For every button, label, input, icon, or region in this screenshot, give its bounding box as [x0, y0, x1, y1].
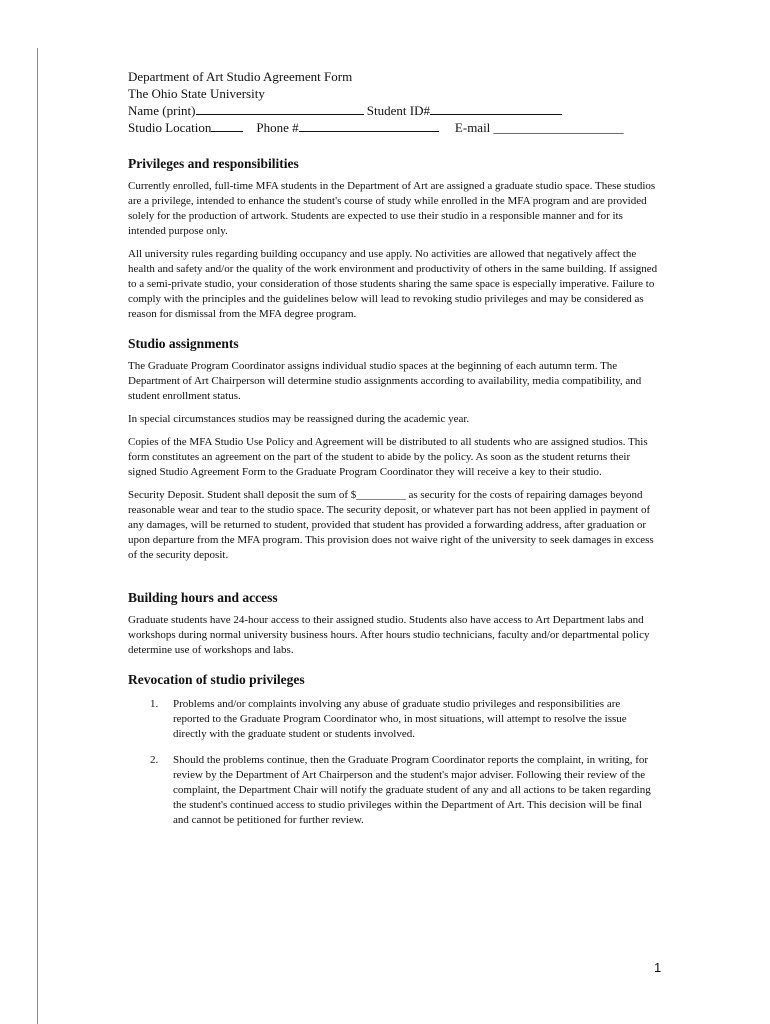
revocation-list: [128, 697, 658, 828]
list-item-text: Problems and/or complaints involving any abuse of graduate studio privileges and responsibilities are reported to the Graduate Program Coordinator who, in most situations, will attempt to resolve the issue directly with the graduate student or students involved.: [173, 698, 627, 740]
section-heading-revocation: Revocation of studio privileges: [128, 672, 305, 687]
paragraph: All university rules regarding building occupancy and use apply. No activities are allowed that negatively affect the health and safety and/or the quality of the work environment and productivity of others in the same building. If assigned to a semi-private studio, your consideration of those students sharing the same space is especially imperative. Failure to comply with the principles and the guidelines below will lead to revoking studio privileges and may be considered as reason for dismissal from the MFA degree program.: [128, 248, 658, 320]
section-heading-building-hours: Building hours and access: [128, 590, 278, 605]
page-margin-line: [37, 48, 38, 1024]
list-item-number: 2.: [150, 754, 159, 766]
section-heading-privileges: Privileges and responsibilities: [128, 156, 299, 171]
list-item: [128, 753, 658, 828]
email-label[interactable]: E-mail ____________________: [454, 120, 624, 135]
document-page: [128, 68, 658, 828]
paragraph: Copies of the MFA Studio Use Policy and Agreement will be distributed to all students who are assigned studios. This form constitutes an agreement on the part of the student to abide by the policy. As soon as the student returns their signed Studio Agreement Form to the Graduate Program Coordinator they will receive a key to their studio.: [128, 436, 648, 478]
name-field[interactable]: [196, 102, 364, 115]
studio-location-label: Studio Location: [128, 120, 212, 135]
form-header: [128, 68, 658, 136]
section-heading-studio-assignments: Studio assignments: [128, 336, 239, 351]
list-item-number: 1.: [150, 698, 159, 710]
department-title: Department of Art Studio Agreement Form: [128, 69, 353, 84]
paragraph: Currently enrolled, full-time MFA students in the Department of Art are assigned a graduate studio space. These studios are a privilege, intended to enhance the student's course of study while enrolled in the MFA program and are provided solely for the production of artwork. Students are expected to use their studio in a responsible manner and for its intended purpose only.: [128, 180, 656, 237]
university-name: The Ohio State University: [128, 86, 265, 101]
security-deposit-paragraph: Security Deposit. Student shall deposit the sum of $_________ as security for the costs of repairing damages beyond reasonable wear and tear to the studio space. The security deposit, or whatever part has not been applied in payment of any damages, will be returned to student, provided that student has provided a forwarding address, after graduation or upon departure from the MFA program. This provision does not waive right of the university to seek damages in excess of the security deposit.: [128, 489, 654, 561]
paragraph: Graduate students have 24-hour access to their assigned studio. Students also have access to Art Department labs and workshops during normal university business hours. After hours studio technicians, faculty and/or departmental policy determine use of workshops and labs.: [128, 614, 650, 656]
studio-location-field[interactable]: [211, 119, 243, 132]
list-item-text: Should the problems continue, then the Graduate Program Coordinator reports the complaint, in writing, for review by the Department of Art Chairperson and the student's major adviser. Following their review of the complaint, the Department Chair will notify the graduate student of any and all actions to be taken regarding the student's continued access to studio privileges within the Department of Art. This decision will be final and cannot be petitioned for further review.: [173, 754, 651, 826]
paragraph: In special circumstances studios may be reassigned during the academic year.: [128, 413, 470, 425]
phone-label: Phone #: [256, 120, 299, 135]
student-id-label: Student ID#: [366, 103, 430, 118]
paragraph: The Graduate Program Coordinator assigns individual studio spaces at the beginning of each autumn term. The Department of Art Chairperson will determine studio assignments according to availability, media compatibility, and student enrollment status.: [128, 360, 642, 402]
name-label: Name (print): [128, 103, 196, 118]
list-item: [128, 697, 658, 742]
page-number: 1: [654, 960, 662, 975]
phone-field[interactable]: [299, 119, 439, 132]
student-id-field[interactable]: [430, 102, 562, 115]
name-student-id-line: [128, 102, 658, 119]
location-phone-email-line: [128, 119, 658, 136]
